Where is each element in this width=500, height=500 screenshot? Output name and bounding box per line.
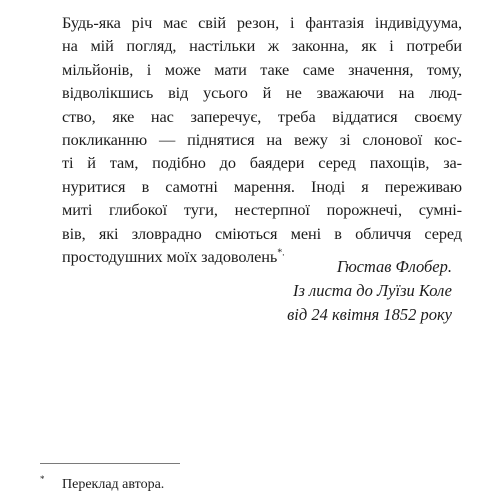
quote-line: вів, які зловрадно сміються мені в обличчя серед <box>62 223 462 243</box>
quote-paragraph <box>62 11 462 268</box>
quote-line: на мій погляд, настільки ж законна, як і потреби <box>62 36 462 56</box>
quote-line: мільйонів, і може мати таке саме значення, тому, <box>62 59 462 79</box>
quote-line: покликанню — піднятися на вежу зі слонової кос- <box>62 129 462 149</box>
attribution-author: Гюстав Флобер. <box>336 257 452 276</box>
quote-line: простодушних моїх задоволень <box>62 246 278 266</box>
footnote-text: Переклад автора. <box>62 477 165 492</box>
attribution <box>287 255 452 327</box>
footnote: * Переклад автора. <box>40 474 165 492</box>
quote-line: відволікшись від усього й не зважаючи на люд- <box>62 83 462 103</box>
attribution-date: від 24 квітня 1852 року <box>287 305 452 324</box>
quote-line: Будь-яка річ має свій резон, і фантазія індивідуума, <box>62 13 462 32</box>
footnote-reference[interactable]: *. <box>277 247 285 259</box>
quote-line: ство, яке нас заперечує, треба віддатися своєму <box>62 106 462 126</box>
footnote-divider <box>40 463 180 464</box>
attribution-source: Із листа до Луїзи Коле <box>292 281 452 300</box>
quote-line: миті глибокої туги, нестерпної порожнечі, сумні- <box>62 200 462 220</box>
quote-line: нуритися в самотні марення. Іноді я переживаю <box>62 176 462 196</box>
quote-line: ті й там, подібно до баядери серед пахощів, за- <box>62 153 462 173</box>
